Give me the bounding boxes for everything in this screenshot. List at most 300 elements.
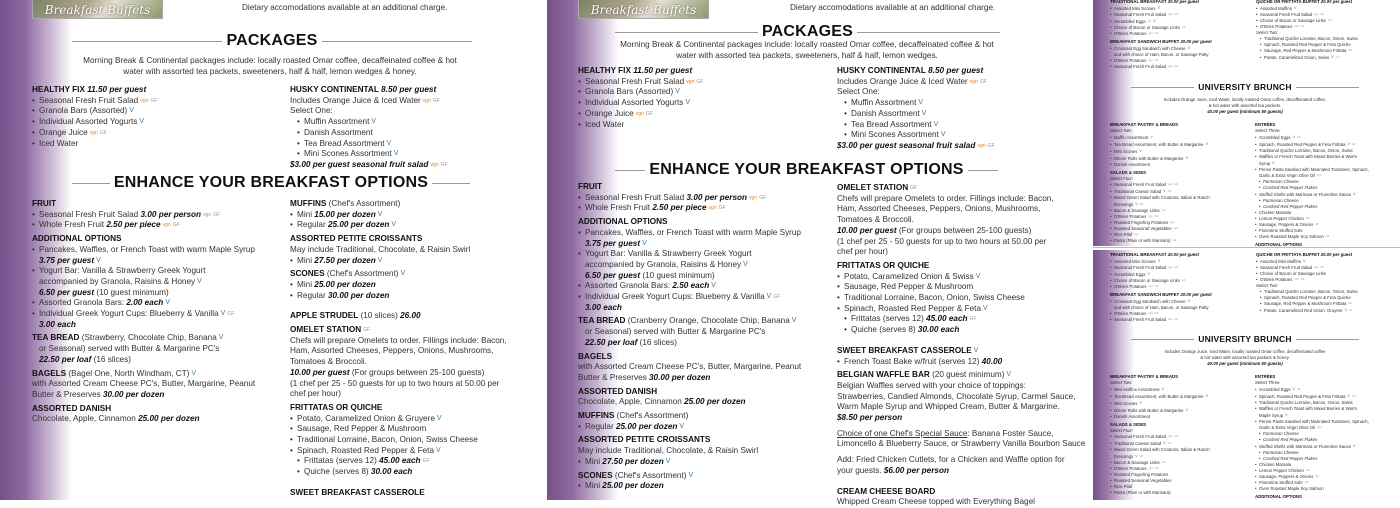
bullet-icon: • [1110, 299, 1112, 304]
bullet-icon: • [1255, 419, 1257, 424]
menu-section [1255, 374, 1369, 492]
item-text: Oven Roasted Maple Soy Salmon [1259, 486, 1324, 491]
vegetarian-icon: V [933, 120, 939, 128]
menu-item [290, 149, 448, 160]
item-price: 25.00 per dozen [138, 414, 200, 424]
bullet-icon: • [844, 119, 847, 129]
enhance-column-right [290, 196, 507, 499]
menu-item [290, 117, 448, 128]
menu-item [837, 304, 1085, 315]
enhance-column-left [578, 179, 801, 492]
menu-item [1110, 407, 1210, 414]
item-price: 6.50 per guest [585, 270, 641, 280]
section-header [290, 234, 507, 245]
bullet-icon: • [1110, 490, 1112, 495]
brunch-column-left [1110, 372, 1210, 496]
item-text: Danish Assortment [1114, 162, 1151, 167]
buffet-column-right [1256, 250, 1358, 314]
intro-line: Includes Orange Juice, Iced Water, locally roasted Omar coffee, decaffeinated coffee, [1163, 97, 1327, 102]
item-italic-text: Select Four: [1110, 176, 1134, 181]
packages-column-right [290, 82, 448, 171]
item-text: chef per hour) [837, 247, 888, 257]
vegetarian-icon: V [1135, 454, 1138, 458]
item-text: Tomatoes & Broccoli. [290, 357, 367, 367]
bullet-icon: • [1110, 31, 1112, 36]
menu-section [290, 199, 507, 231]
menu-item [578, 362, 801, 373]
item-text: Seasonal Fresh Fruit Salad [585, 76, 685, 86]
vegetarian-icon: V [642, 239, 647, 247]
menu-item [1110, 18, 1212, 25]
menu-section [32, 199, 255, 231]
menu-item [1255, 412, 1369, 419]
item-text: with Assorted Cream Cheese PC's, Butter, Margarine, Peanut [578, 362, 802, 372]
bullet-icon: • [1110, 447, 1112, 452]
bullet-icon: • [844, 108, 847, 118]
bullet-icon: • [290, 255, 293, 265]
gluten-free-icon: GF [1167, 442, 1172, 445]
section-header [290, 269, 507, 280]
brunch-column-right [1255, 372, 1369, 500]
menu-item [837, 247, 1085, 258]
menu-item [32, 390, 255, 401]
item-text: Rice Pilaf [1114, 484, 1133, 489]
vegetarian-icon: V [1139, 149, 1142, 153]
item-text: Assorted Mini Scones [1114, 6, 1156, 11]
section-header [290, 85, 448, 96]
bullet-icon: • [1260, 301, 1262, 306]
item-text: Regular [585, 421, 616, 431]
gluten-free-icon: GF [1154, 285, 1159, 288]
packages-heading: PACKAGES [761, 23, 854, 40]
item-text: Traditional Quiche Lorraine, Bacon, Onion, Swiss [1259, 148, 1353, 153]
bullet-icon: • [1110, 189, 1112, 194]
enhance-heading: ENHANCE YOUR BREAKFAST OPTIONS [113, 174, 429, 191]
bullet-icon: • [290, 413, 293, 423]
bullet-icon: • [1110, 284, 1112, 289]
item-text: Yogurt Bar: Vanilla & Strawberry Greek Yogurt [585, 249, 752, 259]
bullet-icon: • [1110, 265, 1112, 270]
item-text: O'Brien Potatoes [1114, 284, 1147, 289]
menu-page-middle [547, 0, 1093, 507]
section-title: ASSORTED PETITE CROISSANTS [578, 435, 711, 445]
section-title: SWEET BREAKFAST CASSEROLE [290, 487, 425, 497]
item-text: O'Brien Potatoes [1114, 58, 1147, 63]
bullet-icon: • [578, 481, 581, 491]
gluten-free-icon: GF [1325, 235, 1330, 238]
section-header [1255, 494, 1369, 500]
packages-column-left [32, 82, 157, 149]
bullet-icon: • [1110, 208, 1112, 213]
brunch-intro [1145, 349, 1345, 367]
item-italic-text: Select Two: [1256, 30, 1279, 35]
vegetarian-icon: V [918, 99, 924, 107]
item-text: Traditional Lorraine, Bacon, Onion, Swiss Cheese [844, 293, 1025, 303]
item-text: Seasonal Fresh Fruit Salad [585, 192, 687, 202]
section-header [290, 325, 507, 336]
vegetarian-icon: V [1161, 387, 1164, 391]
vegan-icon: vgn [635, 110, 644, 117]
bullet-icon: • [1110, 394, 1112, 399]
menu-item [290, 96, 448, 107]
vegetarian-icon: V [1303, 259, 1306, 263]
bullet-icon: • [1260, 289, 1262, 294]
bullet-icon: • [1110, 135, 1112, 140]
gluten-free-icon: GF [1161, 461, 1166, 464]
menu-item [1110, 64, 1212, 70]
bullet-icon: • [290, 220, 293, 230]
section-header [837, 370, 1085, 381]
menu-section [578, 471, 801, 492]
vegan-icon: vgn [1148, 312, 1153, 315]
item-text: Traditional Quiche Lorraine, Bacon, Onion, Swiss [1264, 36, 1358, 41]
bullet-icon: • [290, 445, 293, 455]
item-italic-text: Select Two: [1256, 283, 1279, 288]
item-text: Waffles or French Toast with Mixed Berries & Warm [1259, 406, 1357, 411]
vegetarian-icon: V [1150, 135, 1153, 139]
gluten-free-icon: GF [1174, 65, 1179, 68]
bullet-icon: • [1260, 48, 1262, 53]
vegetarian-icon: V [685, 99, 690, 107]
bullet-icon: • [1110, 142, 1112, 147]
bullet-icon: • [1110, 232, 1112, 237]
menu-section [32, 369, 255, 401]
section-title: HUSKY CONTINENTAL [837, 66, 926, 75]
vegan-icon: vgn [430, 161, 439, 168]
gluten-free-icon: GF [1154, 215, 1159, 218]
section-header [32, 333, 255, 344]
gluten-free-icon: GF [1348, 49, 1353, 52]
divider [968, 170, 998, 171]
bullet-icon: • [1255, 406, 1257, 411]
vegetarian-icon: V [921, 109, 927, 117]
section-title: APPLE STRUDEL [290, 311, 359, 321]
menu-item [837, 381, 1085, 392]
vegetarian-icon: V [1185, 408, 1188, 412]
gluten-free-icon: GF [1161, 209, 1166, 212]
vegan-icon: vgn [1148, 59, 1153, 62]
bullet-icon: • [1255, 400, 1257, 405]
menu-section [1110, 122, 1210, 168]
item-text: (1 chef per 25 - 50 guests for up to two hours at 50.00 per [290, 378, 500, 388]
gluten-free-icon: GF [1174, 318, 1179, 321]
menu-item [1110, 238, 1210, 244]
item-text: Yogurt Bar: Vanilla & Strawberry Greek Yogurt [39, 266, 206, 276]
divider [1296, 339, 1359, 340]
item-text: Garlic & Extra Virgin Olive Oil [1259, 173, 1316, 178]
gluten-free-icon: GF [1154, 32, 1159, 35]
vegetarian-icon: V [165, 299, 170, 307]
item-text: Stuffed Shells with Marinara or Florentine Sauce [1259, 192, 1352, 197]
packages-heading: PACKAGES [226, 32, 318, 49]
gluten-free-icon: GF [1320, 266, 1325, 269]
bullet-icon: • [1110, 460, 1112, 465]
menu-item [1256, 258, 1358, 265]
menu-item [1110, 393, 1210, 400]
menu-item [578, 98, 703, 109]
menu-section [578, 435, 801, 467]
bullet-icon: • [578, 249, 581, 259]
item-text: or Seasonal) served with Butter & Margarine PC's [39, 344, 220, 354]
bullet-icon: • [1256, 259, 1258, 264]
vegan-icon: vgn [1148, 32, 1153, 35]
menu-item [290, 424, 507, 435]
item-text: Seasonal Fresh Fruit Salad [1114, 12, 1167, 17]
menu-item [290, 139, 448, 150]
vegetarian-icon: V [1353, 444, 1356, 448]
section-title: BREAKFAST SANDWICH BUFFET [1110, 39, 1180, 44]
item-price: 30.00 per dozen [327, 290, 390, 300]
packages-column-left [578, 63, 703, 130]
breakfast-buffets-logo [578, 0, 709, 19]
gluten-free-icon: GF [1174, 435, 1179, 438]
item-text: Traditional Quiche Lorraine, Bacon, Onion, Swiss [1259, 400, 1353, 405]
menu-section [1110, 252, 1212, 290]
item-text: Iced Water [39, 138, 79, 148]
bullet-icon: • [32, 106, 35, 116]
item-price: 3.75 per guest [585, 238, 641, 248]
item-italic-text: Parmesan Cheese [1263, 450, 1299, 455]
vegetarian-icon: V [1187, 299, 1191, 303]
item-text: Potato, Caramelized Onion, Swiss [1264, 55, 1330, 60]
item-text: Dressings [1114, 454, 1134, 459]
bullet-icon: • [1110, 58, 1112, 63]
packages-heading-row [615, 23, 1000, 41]
menu-section [1255, 122, 1369, 240]
menu-item [1110, 298, 1212, 305]
item-text: Pasta (Plain or with Marinara) [1114, 490, 1171, 495]
section-title: BREAKFAST PASTRY & BREADS [1110, 122, 1178, 127]
vegan-icon: vgn [1168, 266, 1173, 269]
item-italic-text: Parmesan Cheese [1263, 431, 1299, 436]
brunch-heading: UNIVERSITY BRUNCH [1198, 82, 1292, 92]
section-title: TRADITIONAL BREAKFAST [1110, 252, 1167, 257]
gluten-free-icon: GF [1296, 388, 1301, 391]
divider [1093, 247, 1400, 248]
section-header [290, 403, 507, 414]
gluten-free-icon: GF [1147, 20, 1152, 23]
menu-section [290, 311, 507, 322]
menu-item [1110, 271, 1212, 278]
item-text: Tea Bread Assortment, with Butter & Margarine [1114, 142, 1204, 147]
menu-item [578, 260, 801, 271]
item-text: Frittatas (serves 12) [851, 314, 927, 324]
gluten-free-icon: GF [172, 222, 180, 229]
bullet-icon: • [1260, 36, 1262, 41]
item-text: Traditional Lorraine, Bacon, Onion, Swiss Cheese [297, 435, 478, 445]
section-price: 20.00 per guest [1180, 39, 1212, 44]
item-text: Potato, Caramelized Onion & Gruyere [297, 413, 435, 423]
menu-item [578, 457, 801, 468]
menu-item [32, 210, 255, 221]
section-price: 11.50 per guest [87, 85, 147, 94]
item-text: Spinach, Roasted Red Pepper & Feta Frittata [1259, 394, 1346, 399]
item-text: Spinach, Roasted Red Pepper & Feta Quiche [1264, 42, 1351, 47]
bullet-icon: • [1110, 401, 1112, 406]
brunch-heading-row [1131, 334, 1359, 344]
item-text: Mini [585, 456, 603, 466]
bullet-icon: • [1255, 142, 1257, 147]
item-text: Mixed Green Salad with Croutons, Italian & Ranch [1114, 447, 1210, 452]
item-text: Muffin Assortment [1114, 135, 1149, 140]
section-title: QUICHE OR FRITTATA BUFFET [1256, 0, 1320, 4]
item-note: (16 slices) [91, 354, 131, 364]
brunch-price: 40.00 per guest (minimum 50 guests) [1207, 109, 1283, 114]
item-note: (10 guest minimum) [94, 287, 169, 297]
item-text: Butter & Preserves [32, 389, 103, 399]
section-title: BELGIAN WAFFLE BAR [837, 370, 930, 380]
menu-item [1110, 188, 1210, 195]
section-price: 20.00 per guest [1180, 292, 1212, 297]
menu-item [1255, 393, 1369, 400]
item-underlined-text: Choice of one Chef's Special Sauce [837, 428, 968, 438]
bullet-icon: • [290, 279, 293, 289]
item-text: Warm Maple Syrup and Whipped Cream, Butter & Margarine. [837, 402, 1060, 412]
bullet-icon: • [1110, 272, 1112, 277]
intro-line: Morning Break & Continental packages include: locally roasted Omar coffee, decaffeinated coffee & hot [620, 40, 994, 49]
menu-item [32, 245, 255, 256]
item-text: Choice of Bacon or Sausage Links [1114, 278, 1180, 283]
bullet-icon: • [1110, 226, 1112, 231]
vegetarian-icon: V [665, 457, 671, 465]
vegan-icon: vgn [162, 222, 171, 229]
section-header [32, 234, 255, 245]
section-header [578, 387, 801, 398]
menu-item [837, 357, 1085, 368]
item-text: Seasonal Fresh Fruit Salad [1114, 182, 1167, 187]
section-title: HEALTHY FIX [32, 85, 85, 94]
bullet-icon: • [1110, 317, 1112, 322]
menu-section [837, 346, 1085, 367]
bullet-icon: • [1110, 259, 1112, 264]
bullet-icon: • [32, 309, 35, 319]
gluten-free-icon: GF [979, 78, 988, 85]
item-text: O'Brien Potatoes [1260, 277, 1293, 282]
menu-item [32, 96, 157, 107]
menu-item [290, 245, 507, 256]
item-text: Pancakes, Waffles, or French Toast with warm Maple Syrup [39, 244, 255, 254]
enhance-column-right [837, 180, 1085, 508]
bullet-icon: • [1110, 220, 1112, 225]
item-text: Seasonal Fresh Fruit Salad [39, 209, 141, 219]
item-price: 22.50 per loaf [39, 354, 92, 364]
bullet-icon: • [1259, 198, 1261, 203]
item-price: 15.00 per dozen [314, 209, 376, 219]
vegetarian-icon: V [1347, 142, 1350, 146]
menu-item [290, 414, 507, 425]
section-title: BAGELS [578, 351, 613, 361]
vegan-icon: vgn [969, 78, 978, 85]
vegetarian-icon: V [139, 118, 144, 126]
bullet-icon: • [1255, 210, 1257, 215]
section-header [578, 435, 801, 446]
bullet-icon: • [1110, 484, 1112, 489]
menu-section [1110, 170, 1210, 244]
bullet-icon: • [1259, 450, 1261, 455]
bullet-icon: • [844, 98, 847, 108]
vegetarian-icon: V [1157, 259, 1160, 263]
item-text: and with choice of Ham, Bacon, or Sausage Patty [1114, 52, 1209, 57]
gluten-free-icon: GF [696, 78, 704, 85]
item-price: 27.50 per dozen [314, 255, 376, 265]
gluten-free-icon: GF [1348, 302, 1353, 305]
bullet-icon: • [1256, 277, 1258, 282]
menu-page-left [0, 0, 547, 500]
menu-item [578, 327, 801, 338]
item-text: Tomatoes & Broccoli. [837, 215, 914, 225]
menu-item [578, 281, 801, 292]
item-text: Mini Scones Assortment [851, 130, 939, 140]
vegetarian-icon: V [679, 422, 685, 430]
vegan-icon: vgn [686, 78, 695, 85]
menu-item [1110, 134, 1210, 141]
item-text: Individual Assorted Yogurts [39, 117, 138, 127]
intro-line: water with assorted tea packets, sweeteners, half & half, lemon wedges & honey. [123, 66, 417, 76]
bullet-icon: • [1110, 472, 1112, 477]
item-text: Quiche (serves 8) [851, 325, 918, 335]
vegetarian-icon: V [766, 293, 772, 301]
menu-item [837, 204, 1085, 215]
section-title: CREAM CHEESE BOARD [837, 486, 936, 496]
item-text: Roasted Fingerling Potatoes [1114, 472, 1169, 477]
menu-item [290, 389, 507, 400]
item-price: 25.00 per dozen [602, 481, 664, 491]
bullet-icon: • [1259, 204, 1261, 209]
item-text: Assorted Mini Muffins [1260, 259, 1301, 264]
menu-section [837, 66, 995, 152]
menu-item [1110, 453, 1210, 460]
bullet-icon: • [1255, 474, 1257, 479]
item-note: (For groups between 25-100 guests) [896, 225, 1032, 235]
divider [432, 183, 470, 184]
item-text: Individual Greek Yogurt Cups: Blueberry & Vanilla [585, 292, 765, 302]
section-header [578, 316, 801, 327]
menu-item [1256, 5, 1358, 12]
menu-section [1110, 292, 1212, 323]
bullet-icon: • [32, 266, 35, 276]
menu-item [578, 292, 801, 303]
vegan-icon: vgn [1294, 278, 1299, 281]
gluten-free-icon: GF [910, 185, 918, 191]
item-text: Mini [297, 255, 315, 265]
section-price: 8.50 per guest [928, 66, 984, 75]
dietary-note: Dietary accomodations available at an additional charge. [790, 3, 996, 12]
menu-item [32, 344, 255, 355]
item-text: O'Brien Potatoes [1114, 214, 1147, 219]
packages-column-right [837, 63, 995, 152]
item-text: Dressings [1114, 202, 1134, 207]
item-price: 25.00 per dozen [314, 279, 376, 289]
item-text: Muffin Assortment [851, 98, 917, 108]
section-title: ADDITIONAL OPTIONS [578, 217, 668, 227]
gluten-free-icon: GF [1174, 183, 1179, 186]
gluten-free-icon: GF [1305, 469, 1310, 472]
divider [1131, 87, 1194, 88]
item-text: Frittatas (serves 12) [304, 456, 380, 466]
bullet-icon: • [837, 356, 840, 366]
item-text: Mini Scones [1114, 401, 1138, 406]
item-text: Pasta (Plain or with Marinara) [1114, 238, 1171, 243]
menu-item [1255, 486, 1369, 492]
menu-section [1110, 374, 1210, 420]
bullet-icon: • [578, 292, 581, 302]
item-price: 3.75 per guest [39, 255, 95, 265]
bullet-icon: • [1260, 55, 1262, 60]
menu-section [1110, 422, 1210, 496]
menu-item [837, 429, 1085, 440]
menu-item [1110, 148, 1210, 155]
menu-item [837, 215, 1085, 226]
